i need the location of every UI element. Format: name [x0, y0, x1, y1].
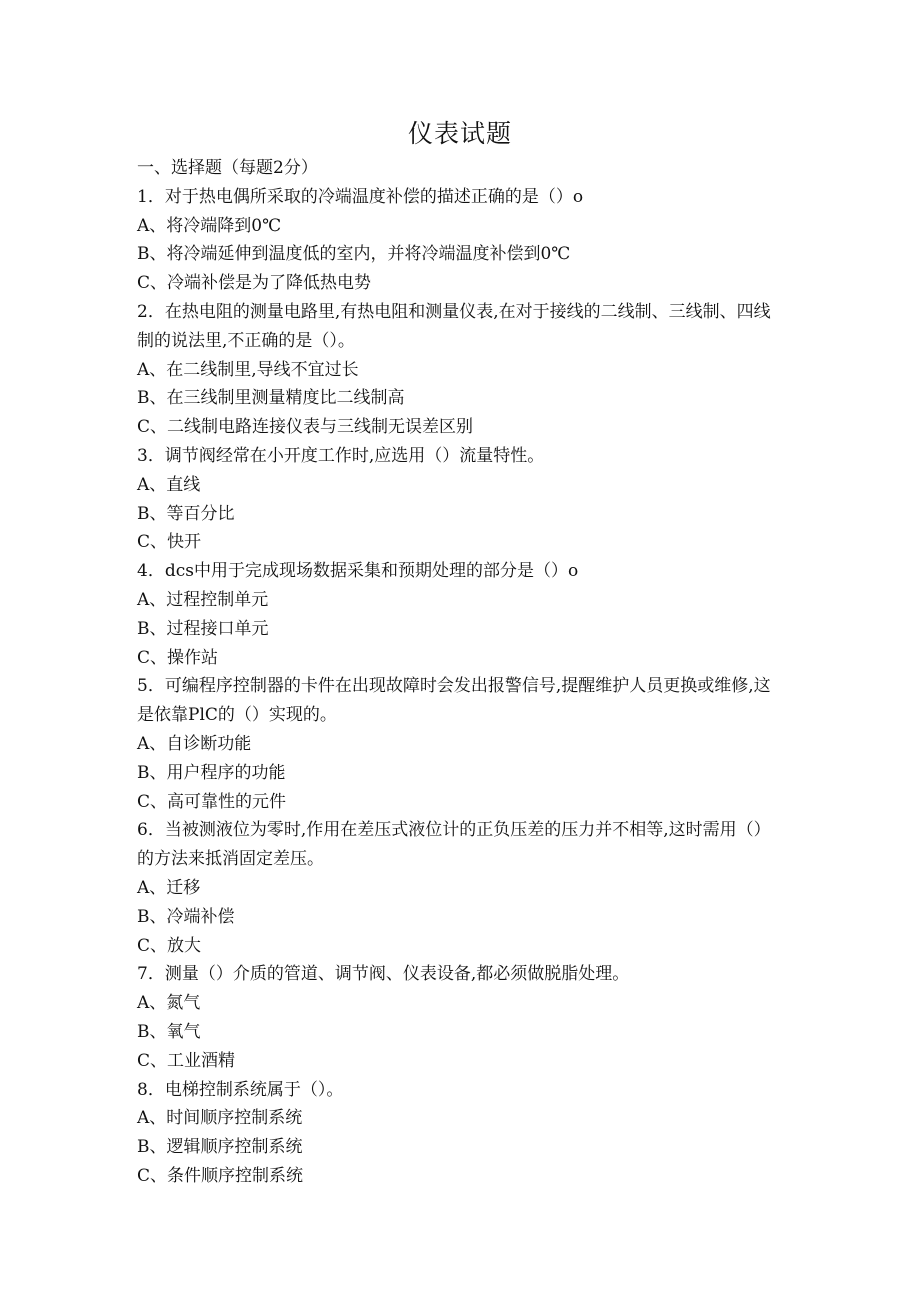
option-b: B、氧气 [137, 1021, 201, 1042]
question-6 [137, 816, 787, 960]
question-stem: 6．当被测液位为零时,作用在差压式液位计的正负压差的压力并不相等,这时需用（）的方法来抵消固定差压。 [137, 820, 771, 870]
option-b: B、过程接口单元 [137, 618, 269, 639]
section-heading: 一、选择题（每题2分） [137, 158, 318, 178]
option-c: C、高可靠性的元件 [137, 791, 287, 812]
question-1 [137, 183, 787, 298]
option-b: B、在三线制里测量精度比二线制高 [137, 388, 405, 409]
question-3 [137, 442, 787, 557]
question-2 [137, 298, 787, 442]
option-b: B、等百分比 [137, 503, 235, 524]
page-title: 仪表试题 [407, 119, 512, 148]
option-a: A、在二线制里,导线不宜过长 [137, 359, 359, 380]
question-7 [137, 960, 787, 1075]
question-stem: 4．dcs中用于完成现场数据采集和预期处理的部分是（）o [137, 561, 579, 582]
option-c: C、放大 [137, 935, 202, 956]
option-c: C、冷端补偿是为了降低热电势 [137, 273, 372, 294]
question-stem: 7．测量（）介质的管道、调节阀、仪表设备,都必须做脱脂处理。 [137, 964, 630, 985]
question-stem: 1．对于热电偶所采取的冷端温度补偿的描述正确的是（）o [137, 186, 584, 207]
option-b: B、将冷端延伸到温度低的室内，并将冷端温度补偿到0℃ [137, 244, 571, 265]
option-c: C、条件顺序控制系统 [137, 1165, 304, 1186]
document-body [137, 154, 787, 1191]
option-b: B、逻辑顺序控制系统 [137, 1137, 303, 1158]
question-stem: 5．可编程序控制器的卡件在出现故障时会发出报警信号,提醒维护人员更换或维修,这是依靠PlC的（）实现的。 [137, 676, 771, 726]
question-stem: 8．电梯控制系统属于（）。 [137, 1079, 344, 1100]
question-4 [137, 557, 787, 672]
option-a: A、过程控制单元 [137, 589, 269, 610]
option-a: A、将冷端降到0℃ [137, 215, 282, 236]
option-c: C、操作站 [137, 647, 219, 668]
option-a: A、氮气 [137, 993, 201, 1014]
question-stem: 3．调节阀经常在小开度工作时,应选用（）流量特性。 [137, 445, 545, 466]
option-b: B、用户程序的功能 [137, 762, 286, 783]
option-c: C、工业酒精 [137, 1050, 236, 1071]
option-c: C、快开 [137, 532, 202, 553]
option-b: B、冷端补偿 [137, 906, 235, 927]
option-a: A、自诊断功能 [137, 733, 252, 754]
option-a: A、迁移 [137, 877, 201, 898]
option-c: C、二线制电路连接仪表与三线制无误差区别 [137, 417, 474, 438]
option-a: A、直线 [137, 474, 201, 495]
question-5 [137, 672, 787, 816]
question-stem: 2．在热电阻的测量电路里,有热电阻和测量仪表,在对于接线的二线制、三线制、四线制的说法里,不正确的是（）。 [137, 301, 771, 351]
option-a: A、时间顺序控制系统 [137, 1108, 303, 1129]
question-8 [137, 1076, 787, 1191]
